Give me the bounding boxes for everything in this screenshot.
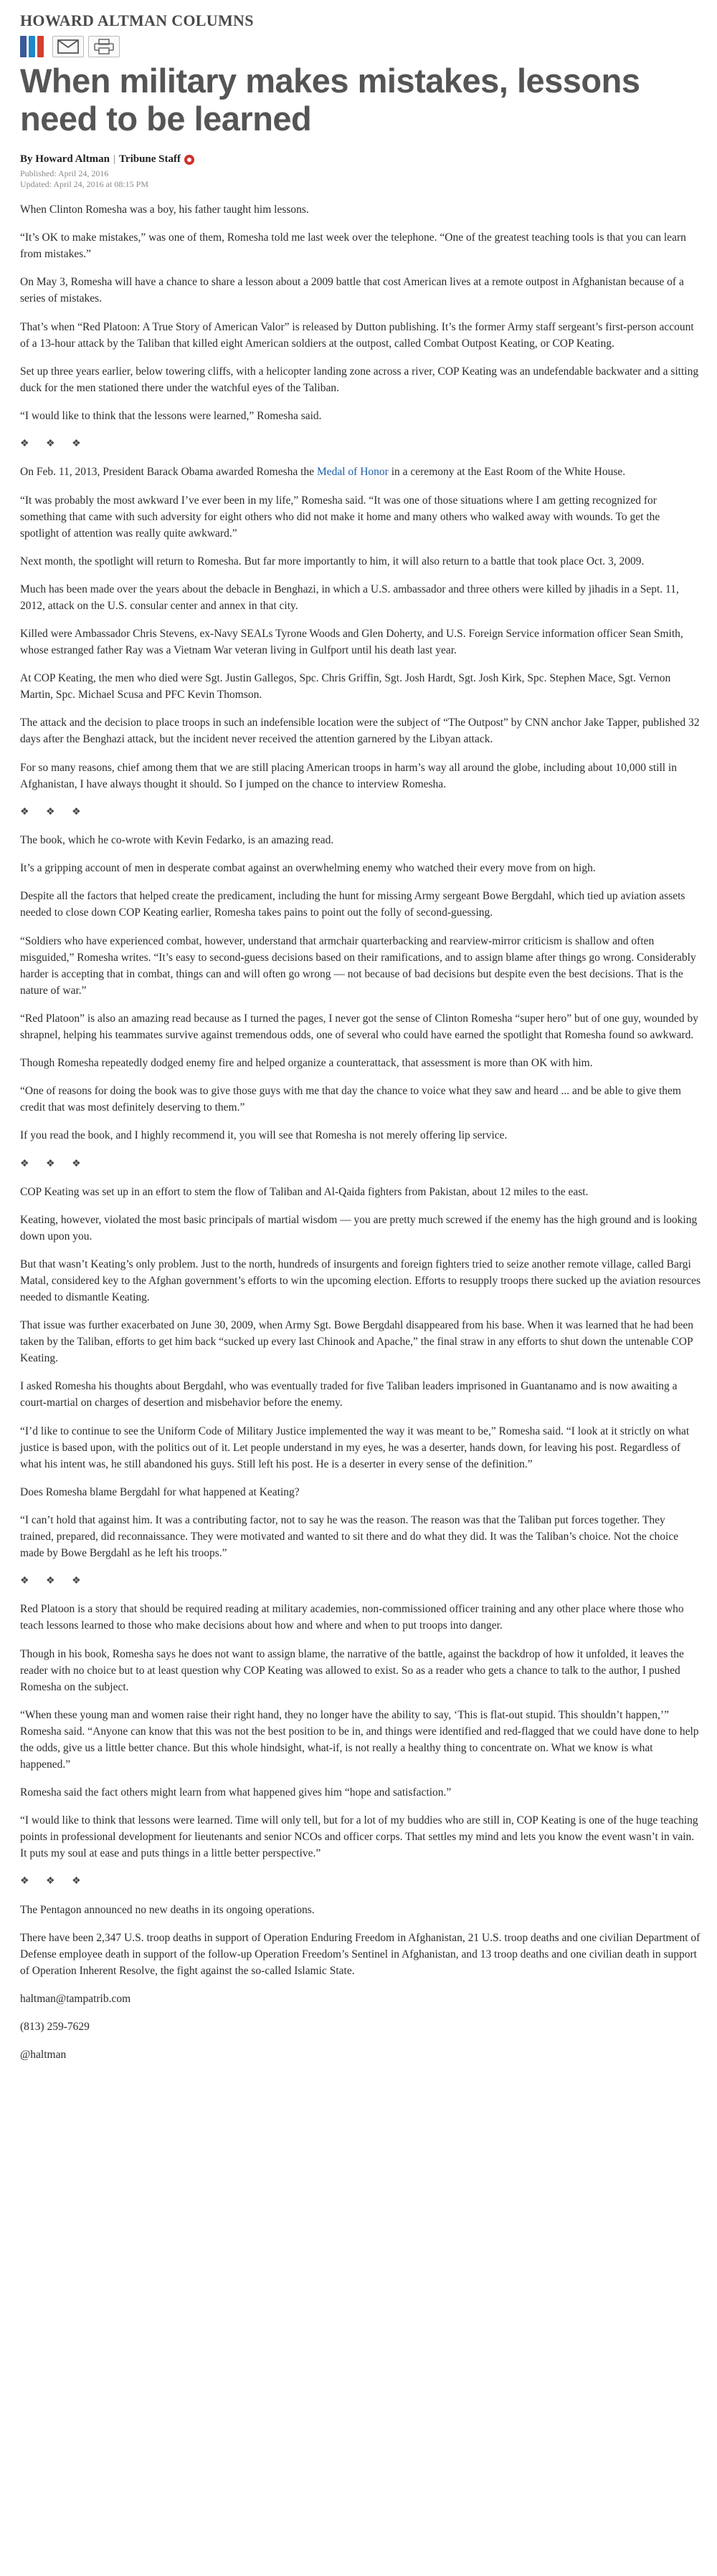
print-icon[interactable] — [88, 36, 120, 57]
author-phone: (813) 259-7629 — [20, 2020, 90, 2033]
author-affiliation: Tribune Staff — [119, 153, 181, 165]
article-paragraph: “I’d like to continue to see the Uniform Code of Military Justice implemented the way it was meant to be,” Romesha said. “I look at it strictly on what justice is based upon, with the politics out of it. Let people understand in my eyes, he was a deserter, hands down, for leaving his post. Regardless of what his intent was, he still abandoned his guys. Still left his post. He is a deserter in every sense of the definition.” — [20, 1425, 690, 1470]
article-paragraph: It’s a gripping account of men in desperate combat against an overwhelming enemy who watched their every move from on high. — [20, 862, 596, 875]
article-paragraph: Red Platoon is a story that should be required reading at military academies, non-commissioned officer training and any other place where those who teach lessons learned to those who make decisions about how and where and when to put troops into danger. — [20, 1603, 684, 1632]
paragraph-text: On Feb. 11, 2013, President Barack Obama awarded Romesha the — [20, 466, 317, 479]
article-paragraph: “I would like to think that the lessons were learned,” Romesha said. — [20, 409, 322, 422]
article-paragraph: On May 3, Romesha will have a chance to share a lesson about a 2009 battle that cost American lives at a remote outpost in Afghanistan because of a series of mistakes. — [20, 276, 684, 305]
article-paragraph: “Red Platoon” is also an amazing read because as I turned the pages, I never got the sense of Clinton Romesha “super hero” but of one guy, wounded by shrapnel, helping his teammates survive against tremendous odds, one of several who could have earned the spotlight that Romesha found so awkward. — [20, 1012, 698, 1041]
email-icon[interactable] — [52, 36, 84, 57]
article-paragraph: “It was probably the most awkward I’ve ever been in my life,” Romesha said. “It was one of those situations where I am getting recognized for something that came with such adversity for eight others who did not make it home and many others who walked away with wounds. To get the spotlight of attention was really quite awkward.” — [20, 494, 660, 540]
medal-of-honor-link[interactable]: Medal of Honor — [316, 466, 389, 479]
article-paragraph: “Soldiers who have experienced combat, however, understand that armchair quarterbacking and rearview-mirror criticism is shallow and often misguided,” Romesha writes. “It’s easy to second-guess decisions based on their ramifications, and to assign blame after things go wrong. Considerably harder is accepting that in combat, things can and will often go wrong — not because of bad decisions but despite even the best decisions. That is the nature of war.” — [20, 934, 696, 997]
article-paragraph: For so many reasons, chief among them that we are still placing American troops in harm’s way all around the globe, including about 10,000 still in Afghanistan, I have always thought it should. So I jumped on the chance to interview Romesha. — [20, 761, 678, 790]
article-paragraph: The Pentagon announced no new deaths in its ongoing operations. — [20, 1903, 315, 1916]
share-buttons — [20, 36, 44, 57]
article-paragraph: When Clinton Romesha was a boy, his father taught him lessons. — [20, 204, 309, 216]
article-paragraph: Killed were Ambassador Chris Stevens, ex-Navy SEALs Tyrone Woods and Glen Doherty, and U.S. Foreign Service information officer Sean Smith, whose estranged father Ray was a Vietnam War veteran living in Gulfport until his death last year. — [20, 628, 683, 657]
article-paragraph: “I can’t hold that against him. It was a contributing factor, not to say he was the reason. The reason was that the Taliban put forces together. They trained, prepared, did reconnaissance. They were motivated and wanted to sit there and do what they did. It was the Taliban’s choice. Not the choice made by Bowe Bergdahl as he left his troops.” — [20, 1514, 679, 1559]
article-body — [20, 201, 701, 1979]
article-paragraph: That issue was further exacerbated on June 30, 2009, when Army Sgt. Bowe Bergdahl disappeared from his base. When it was learned that he had been taken by the Taliban, efforts to get him back “sucked up every last Chinook and Apache,” the final straw in any efforts to shut down the untenable COP Keating. — [20, 1319, 694, 1365]
author-contact — [20, 1991, 701, 2063]
article-headline: When military makes mistakes, lessons need to be learned — [20, 62, 640, 138]
section-divider: ❖ ❖ ❖ — [20, 806, 88, 818]
facebook-share-icon[interactable] — [20, 36, 27, 57]
article-toolbar — [20, 36, 701, 57]
article-paragraph: “I would like to think that lessons were learned. Time will only tell, but for a lot of my buddies who are still in, COP Keating is one of the huge teaching points in professional development for lieutenants and senior NCOs and officer corps. That settles my mind and lets you know the event wasn’t in vain. It puts my soul at ease and puts things in a little better perspective.” — [20, 1814, 698, 1860]
article-paragraph: There have been 2,347 U.S. troop deaths in support of Operation Enduring Freedom in Afghanistan, 21 U.S. troop deaths and one civilian Department of Defense employee death in support of the follow-up Operation Freedom’s Sentinel in Afghanistan, and 13 troop deaths and one civilian death in support of Operation Inherent Resolve, the fight against the so-called Islamic State. — [20, 1931, 701, 1977]
article-paragraph: COP Keating was set up in an effort to stem the flow of Taliban and Al-Qaida fighters from Pakistan, about 12 miles to the east. — [20, 1185, 589, 1198]
section-divider: ❖ ❖ ❖ — [20, 439, 88, 450]
twitter-share-icon[interactable] — [29, 36, 35, 57]
article-paragraph: Much has been made over the years about the debacle in Benghazi, in which a U.S. ambassador and three others were killed by jihadis in a Sept. 11, 2012, attack on the U.S. consular center and annex in that city. — [20, 583, 679, 612]
column-label[interactable]: HOWARD ALTMAN COLUMNS — [20, 11, 254, 29]
article-paragraph: Next month, the spotlight will return to Romesha. But far more importantly to him, it will also return to a battle that took place Oct. 3, 2009. — [20, 555, 645, 568]
article-paragraph: Despite all the factors that helped create the predicament, including the hunt for missing Army sergeant Bowe Bergdahl, which tied up aviation assets needed to close down COP Keating earlier, Romesha takes pains to point out the folly of second-guessing. — [20, 890, 685, 919]
article-paragraph: I asked Romesha his thoughts about Bergdahl, who was eventually traded for five Taliban leaders imprisoned in Guantanamo and is now awaiting a court-martial on charges of desertion and misbehavior before the enemy. — [20, 1380, 678, 1409]
section-divider: ❖ ❖ ❖ — [20, 1576, 88, 1587]
article-paragraph: If you read the book, and I highly recommend it, you will see that Romesha is not merely offering lip service. — [20, 1129, 508, 1142]
article-paragraph: Romesha said the fact others might learn from what happened gives him “hope and satisfaction.” — [20, 1786, 452, 1799]
byline — [20, 153, 701, 166]
author-email[interactable]: haltman@tampatrib.com — [20, 1992, 131, 2005]
paragraph-text: in a ceremony at the East Room of the White House. — [388, 466, 626, 479]
article-paragraph: “It’s OK to make mistakes,” was one of them, Romesha told me last week over the telephone. “One of the greatest teaching tools is that you can learn from mistakes.” — [20, 231, 686, 261]
section-divider: ❖ ❖ ❖ — [20, 1158, 88, 1169]
article-paragraph: Though Romesha repeatedly dodged enemy fire and helped organize a counterattack, that assessment is more than OK with him. — [20, 1056, 593, 1069]
article-paragraph: Set up three years earlier, below towering cliffs, with a helicopter landing zone across a river, COP Keating was an undefendable backwater and a sitting duck for the men stationed there under the watchful eyes of the Taliban. — [20, 365, 699, 394]
author-name[interactable]: By Howard Altman — [20, 153, 110, 165]
section-divider: ❖ ❖ ❖ — [20, 1876, 88, 1887]
updated-date: Updated: April 24, 2016 at 08:15 PM — [20, 179, 148, 189]
article-paragraph: Does Romesha blame Bergdahl for what happened at Keating? — [20, 1485, 300, 1498]
article-paragraph — [20, 464, 701, 480]
google-plus-share-icon[interactable] — [37, 36, 44, 57]
article-paragraph: But that wasn’t Keating’s only problem. Just to the north, hundreds of insurgents and foreign fighters tried to seize another remote village, called Bargi Matal, considered key to the Afghan government’s efforts to win the upcoming election. Efforts to resupply troops there sucked up the aviation resources needed to dismantle Keating. — [20, 1258, 701, 1304]
byline-separator: | — [113, 153, 116, 165]
article-paragraph: Though in his book, Romesha says he does not want to assign blame, the narrative of the battle, against the backdrop of how it unfolded, it leaves the reader with no choice but to at least question why COP Keating was allowed to exist. So as a reader who gets a chance to talk to the author, I pushed Romesha on the subject. — [20, 1647, 684, 1693]
article-paragraph: “One of reasons for doing the book was to give those guys with me that day the chance to voice what they saw and heard ... and be able to give them credit that was most definitely deserving to them.” — [20, 1085, 681, 1114]
article-paragraph: The attack and the decision to place troops in such an indefensible location were the subject of “The Outpost” by CNN anchor Jake Tapper, published 32 days after the Benghazi attack, but the incident never received the attention garnered by the Libyan attack. — [20, 717, 700, 746]
article-dates — [20, 168, 701, 190]
published-date: Published: April 24, 2016 — [20, 168, 109, 178]
article-paragraph: Keating, however, violated the most basic principals of martial wisdom — you are pretty much screwed if the enemy has the high ground and is looking down upon you. — [20, 1213, 698, 1242]
article-paragraph: The book, which he co-wrote with Kevin Fedarko, is an amazing read. — [20, 834, 334, 846]
author-badge-icon[interactable] — [184, 155, 194, 165]
author-twitter[interactable]: @haltman — [20, 2048, 67, 2061]
article-paragraph: “When these young man and women raise their right hand, they no longer have the ability to say, ‘This is flat-out stupid. This shouldn’t happen,’” Romesha said. “Anyone can know that this was not the best position to be in, and things were identified and red-flagged that we could have done to help the odds, give us a little better chance. But this whole hindsight, what-if, is not really a healthy thing to concentrate on. What we know is what happened.” — [20, 1708, 699, 1771]
article-paragraph: At COP Keating, the men who died were Sgt. Justin Gallegos, Spc. Chris Griffin, Sgt. Josh Hardt, Sgt. Josh Kirk, Spc. Stephen Mace, Sgt. Vernon Martin, Spc. Michael Scusa and PFC Kevin Thomson. — [20, 672, 671, 702]
article-paragraph: That’s when “Red Platoon: A True Story of American Valor” is released by Dutton publishing. It’s the former Army staff sergeant’s first-person account of a 13-hour attack by the Taliban that killed eight American soldiers at the outpost, called Combat Outpost Keating, or COP Keating. — [20, 320, 694, 350]
